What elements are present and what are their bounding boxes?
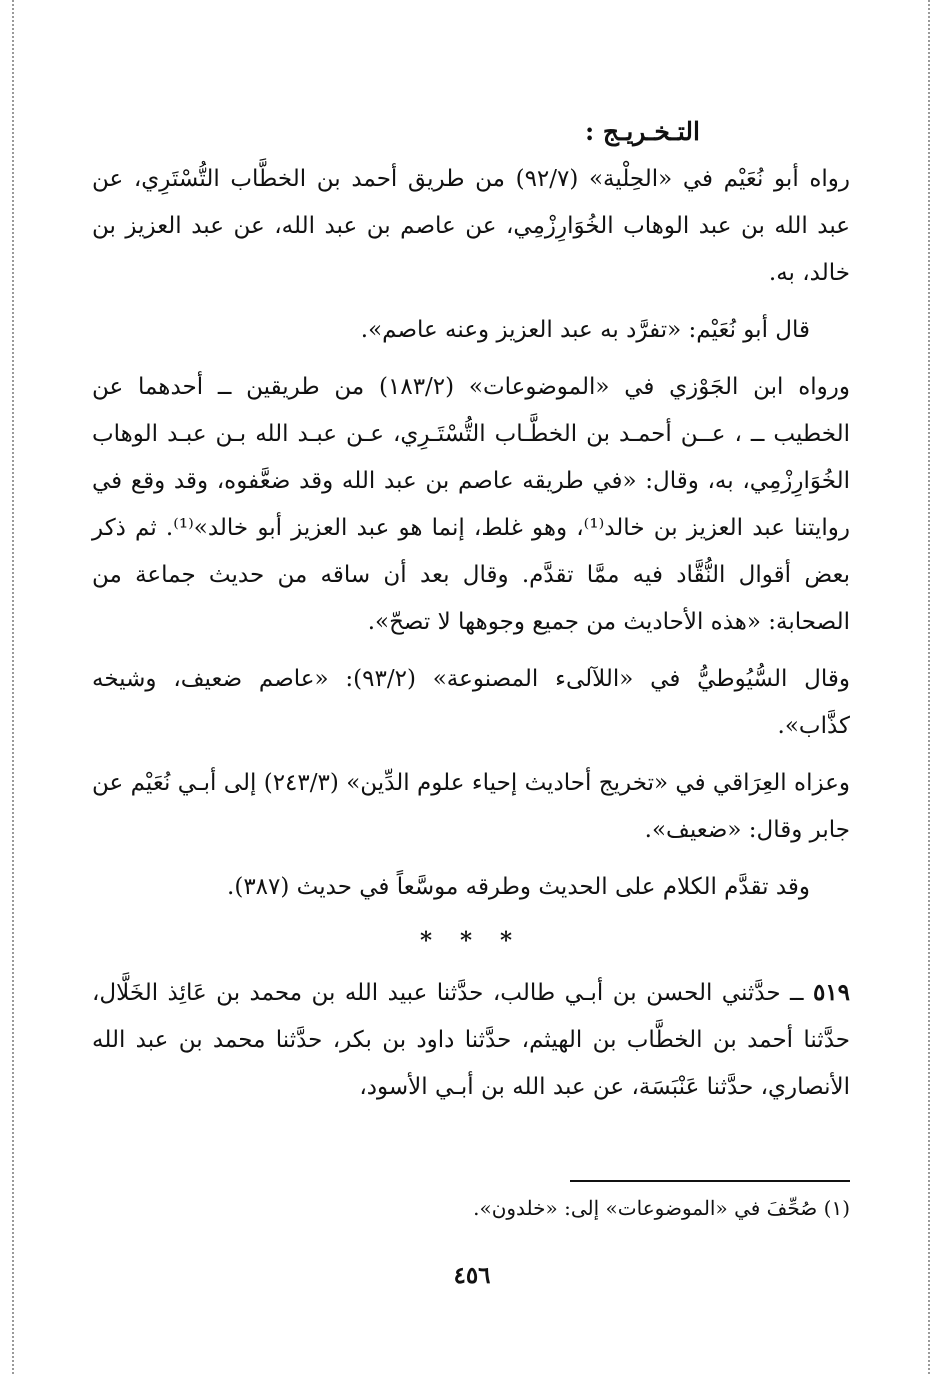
paragraph-6: وقد تقدَّم الكلام على الحديث وطرقه موسَّعاً في حديث (٣٨٧). bbox=[227, 874, 810, 900]
paragraph-3: ورواه ابن الجَوْزي في «الموضوعات» (١٨٣/٢) من طريقين ــ أحدهما عن الخطيب ــ ، عــن أحمـد بن الخطَّـاب التُّسْتَـرِي، عـن عبـد الله بـن عبـد الوهاب الخُوَارِزْمِي، به، وقال: «في طريقه عاصم بن عبد الله وقد ضعَّفوه، وقد وقع في روايتنا عبد العزيز بن خالد⁽¹⁾، وهو غلط، إنما هو عبد العزيز أبو خالد»⁽¹⁾. ثم ذكر بعض أقوال النُّقَّاد فيه ممَّا تقدَّم. وقال بعد أن ساقه من حديث جماعة من الصحابة: «هذه الأحاديث من جميع وجوهها لا تصحّ». bbox=[92, 374, 850, 635]
paragraph-4: وقال السُّيُوطيُّ في «اللآلىء المصنوعة» (٩٣/٢): «عاصم ضعيف، وشيخه كذَّاب». bbox=[92, 666, 850, 739]
page-body bbox=[92, 110, 850, 1121]
paragraph-1: رواه أبو نُعَيْم في «الحِلْية» (٩٢/٧) من طريق أحمد بن الخطَّاب التُّسْتَرِي، عن عبد الله بن عبد الوهاب الخُوَارِزْمِي، عن عاصم بن عبد الله، عن عبد العزيز بن خالد، به. bbox=[92, 166, 850, 286]
page-number: ٤٥٦ bbox=[453, 1262, 491, 1289]
hadith-text: ــ حدَّثني الحسن بن أبـي طالب، حدَّثنا عبيد الله بن محمد بن عَائِذ الخَلَّال، حدَّثنا أحمد بن الخطَّاب بن الهيثم، حدَّثنا داود بن بكر، حدَّثنا محمد بن عبد الله الأنصاري، حدَّثنا عَنْبَسَة، عن عبد الله بن أبـي الأسود، bbox=[92, 980, 850, 1100]
footnote-divider bbox=[570, 1180, 850, 1182]
hadith-number: ٥١٩ bbox=[812, 979, 850, 1006]
hadith-paragraph bbox=[92, 969, 850, 1111]
right-page-edge bbox=[928, 0, 930, 1374]
section-separator: * * * bbox=[419, 927, 523, 954]
paragraph-2: قال أبو نُعَيْم: «تفرَّد به عبد العزيز وعنه عاصم». bbox=[360, 317, 810, 343]
paragraph-5: وعزاه العِرَاقي في «تخريج أحاديث إحياء علوم الدِّين» (٢٤٣/٣) إلى أبـي نُعَيْم عن جابر وقال: «ضعيف». bbox=[92, 770, 850, 843]
footnote: (١) صُحِّفَ في «الموضوعات» إلى: «خلدون». bbox=[473, 1196, 850, 1220]
section-heading: التـخـريـج : bbox=[584, 117, 700, 146]
left-page-edge bbox=[12, 0, 14, 1374]
